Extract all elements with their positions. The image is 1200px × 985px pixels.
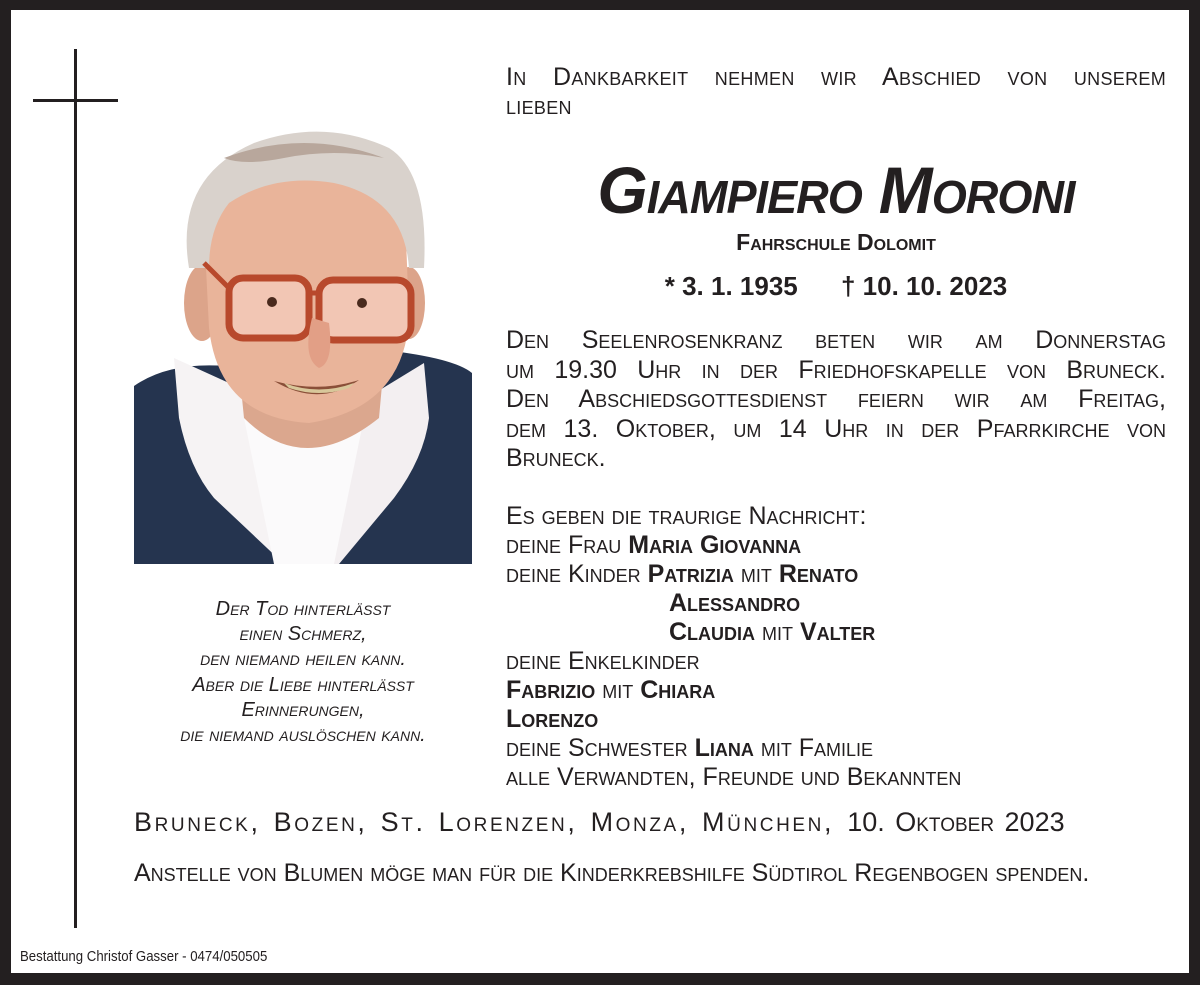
- with-word: mit: [740, 560, 772, 588]
- quote-line: Der Tod hinterlässt: [215, 598, 391, 620]
- memorial-quote: [134, 597, 472, 748]
- with-word: mit: [602, 676, 634, 704]
- intro-text: [506, 63, 1166, 121]
- wife-name: Maria Giovanna: [628, 531, 802, 559]
- death-date: † 10. 10. 2023: [840, 271, 1008, 301]
- obituary-card: [11, 10, 1189, 973]
- birth-date: * 3. 1. 1935: [664, 271, 798, 301]
- donation-request: Anstelle von Blumen möge man für die Kinderkrebshilfe Südtirol Regenbogen spenden.: [134, 859, 1090, 887]
- deceased-subtitle: Fahrschule Dolomit: [736, 229, 936, 255]
- deceased-name: Giampiero Moroni: [597, 153, 1075, 227]
- quote-line: den niemand heilen kann.: [200, 648, 406, 671]
- service-line: Bruneck.: [506, 444, 606, 472]
- family-row-grandchild-2: [506, 705, 1166, 734]
- sister-prefix: deine Schwester: [506, 734, 688, 762]
- family-row-child-3: [506, 618, 1166, 647]
- quote-line: einen Schmerz,: [239, 623, 367, 646]
- intro-line-1: In Dankbarkeit nehmen wir Abschied von unserem: [506, 63, 1166, 91]
- portrait-photo: [134, 118, 472, 564]
- grandchild-name: Lorenzo: [506, 705, 599, 733]
- places-and-date: [134, 806, 1174, 838]
- service-line: um 19.30 Uhr in der Friedhofskapelle von Bruneck.: [506, 355, 1166, 384]
- grandchild-name: Fabrizio: [506, 676, 596, 704]
- intro-line-2: lieben: [506, 92, 572, 120]
- service-line: dem 13. Oktober, um 14 Uhr in der Pfarrkirche von: [506, 414, 1166, 443]
- family-heading: Es geben die traurige Nachricht:: [506, 502, 867, 530]
- partner-name: Valter: [799, 618, 876, 646]
- with-word: mit: [762, 618, 793, 646]
- family-row-grandchild-1: [506, 676, 1166, 705]
- quote-line: die niemand auslöschen kann.: [180, 724, 426, 747]
- funeral-home-footer: Bestattung Christof Gasser - 0474/050505: [20, 948, 268, 965]
- family-row-children: [506, 560, 1166, 589]
- family-row-others: alle Verwandten, Freunde und Bekannten: [506, 763, 962, 791]
- family-row-sister: [506, 734, 1166, 763]
- notice-date: 10. Oktober 2023: [847, 807, 1065, 837]
- family-row-wife: [506, 531, 1166, 560]
- cross-vertical-bar: [74, 49, 77, 928]
- wife-prefix: deine Frau: [506, 531, 622, 559]
- child-name: Patrizia: [647, 560, 734, 588]
- family-row-child-2: [506, 589, 1166, 618]
- service-line: Den Abschiedsgottesdienst feiern wir am Freitag,: [506, 385, 1166, 413]
- portrait-illustration: [134, 118, 472, 564]
- family-list: [506, 502, 1166, 792]
- service-announcement: [506, 326, 1166, 474]
- quote-line: Aber die Liebe hinterlässt: [192, 673, 414, 696]
- places-list: Bruneck, Bozen, St. Lorenzen, Monza, München,: [134, 807, 835, 837]
- child-name: Alessandro: [669, 589, 801, 617]
- children-prefix: deine Kinder: [506, 560, 641, 588]
- cross-horizontal-bar: [33, 99, 118, 102]
- life-dates: [506, 270, 1166, 302]
- sister-name: Liana: [694, 734, 754, 762]
- child-name: Claudia: [669, 618, 756, 646]
- sister-suffix: mit Familie: [760, 734, 874, 762]
- grandchildren-prefix: deine Enkelkinder: [506, 647, 700, 675]
- partner-name: Chiara: [640, 676, 716, 704]
- partner-name: Renato: [778, 560, 859, 588]
- quote-line: Erinnerungen,: [241, 698, 365, 721]
- service-line: Den Seelenrosenkranz beten wir am Donnerstag: [506, 326, 1166, 354]
